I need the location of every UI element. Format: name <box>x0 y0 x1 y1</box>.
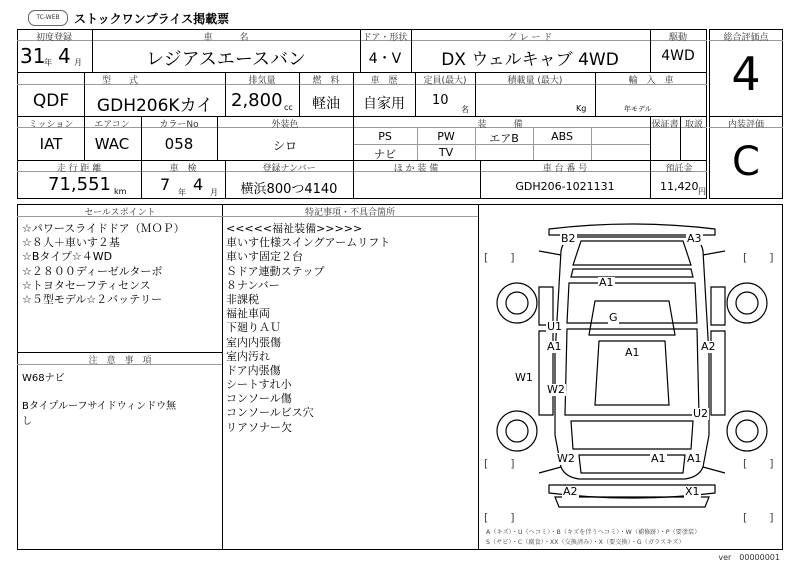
price-value: 11,420 <box>660 180 699 193</box>
plate-label: 登録ナンバー <box>262 164 316 174</box>
sheet-title: ストックワンプライス掲載票 <box>74 12 230 26</box>
special-note: コンソール傷 <box>226 392 292 406</box>
damage-mark: W1 <box>515 371 533 384</box>
damage-mark: A1 <box>599 276 614 289</box>
damage-mark: W2 <box>557 452 575 465</box>
special-notes-list <box>226 222 390 435</box>
bracket-right-legend: [ ] <box>743 511 774 524</box>
special-note: 車いす固定２台 <box>226 250 303 264</box>
special-note: 下廻りＡＵ <box>226 321 281 335</box>
special-note: Ｓドア連動ステップ <box>226 264 325 278</box>
grade-label: グ レ ー ド <box>507 33 553 43</box>
doors-value: 4・V <box>368 51 402 67</box>
inspection-month: 4 <box>193 175 204 194</box>
price-unit: 円 <box>698 187 706 196</box>
sales-points-title: セールスポイント <box>84 208 156 218</box>
special-note: 福祉車両 <box>226 307 270 321</box>
color-no-label: カラーNo <box>159 120 199 130</box>
grade-value: DX ウェルキャブ 4WD <box>441 50 619 70</box>
special-note: コンソールビス穴 <box>226 406 314 420</box>
year-unit: 年 <box>44 58 52 67</box>
damage-mark: A2 <box>563 485 578 498</box>
capacity-unit: 名 <box>461 105 469 114</box>
chassis-value: GDH206-1021131 <box>515 180 615 193</box>
logo: TC-WEB <box>28 10 68 26</box>
inspection-year-unit: 年 <box>178 188 186 197</box>
special-note: 車いす仕様スイングアームリフト <box>226 236 391 250</box>
capacity-label: 定員(最大) <box>423 76 467 86</box>
notes-list <box>22 372 176 429</box>
bracket-left-legend: [ ] <box>484 511 515 524</box>
model-label: 型 式 <box>101 76 139 86</box>
special-note: ドア内張傷 <box>226 363 281 377</box>
equipment-pw: PW <box>437 130 455 143</box>
interior-grade-value: C <box>732 139 760 185</box>
fuel-value: 軽油 <box>312 96 340 112</box>
note-line: し <box>22 415 32 427</box>
sales-point: ☆トヨタセーフティセンス <box>22 278 151 292</box>
first-reg-month: 4 <box>58 44 71 68</box>
damage-mark: A1 <box>625 346 640 359</box>
displacement-label: 排気量 <box>248 76 276 86</box>
sales-point: ☆８人＋車いす２基 <box>22 236 120 250</box>
equipment-navi: ナビ <box>374 148 396 161</box>
mileage-label: 走 行 距 離 <box>56 164 102 174</box>
usage-label: 車 歴 <box>370 76 398 86</box>
damage-legend-line-1: A（キズ）・U（ヘコミ）・B（キズを伴うヘコミ）・W（補修跡）・P（要塗装） <box>486 529 701 536</box>
special-note: <<<<<福祉装備>>>>> <box>226 222 363 235</box>
manual-label: 取説 <box>684 120 704 130</box>
version-label: ver 00000001 <box>718 553 780 562</box>
bracket-left-bottom: [ ] <box>484 457 515 470</box>
special-note: リアソナー欠 <box>226 420 292 434</box>
drive-label: 駆動 <box>668 33 688 43</box>
note-line: Bタイプルーフサイドウィンドウ無 <box>22 401 177 413</box>
sales-point: ☆Bタイプ☆４WD <box>22 250 113 264</box>
month-unit: 月 <box>74 58 82 67</box>
sales-point: ☆５型モデル☆２バッテリー <box>22 292 163 306</box>
note-line <box>22 386 176 400</box>
warranty-label: 保証書 <box>651 120 679 130</box>
damage-mark: A1 <box>547 340 562 353</box>
note-line: W68ナビ <box>22 373 65 384</box>
damage-legend-line-2: S（サビ）・C（腐食）・XX（交換済み）・X（要交換）・G（ガラスキズ） <box>486 539 685 546</box>
drive-value: 4WD <box>661 48 695 64</box>
usage-value: 自家用 <box>363 96 405 112</box>
equipment-ps: PS <box>378 130 392 143</box>
special-note: シートすれ小 <box>226 378 292 392</box>
damage-mark: W2 <box>547 383 565 396</box>
damage-mark: A3 <box>687 232 702 245</box>
notes-title: 注 意 事 項 <box>88 356 152 366</box>
special-note: 室内汚れ <box>226 349 270 363</box>
sales-point: ☆パワースライドドア（ＭＯＰ） <box>22 222 185 235</box>
first-reg-year: 31 <box>20 44 46 68</box>
model-value: GDH206Kカイ <box>96 96 214 116</box>
color-no-value: 058 <box>164 135 194 153</box>
damage-mark: G <box>609 311 618 324</box>
equipment-abs: ABS <box>551 130 573 143</box>
damage-mark: A2 <box>701 340 716 353</box>
load-label: 積載量 (最大) <box>507 76 563 86</box>
mileage-value: 71,551 <box>48 174 111 195</box>
sales-points-list <box>22 222 185 307</box>
mileage-unit: km <box>114 187 127 196</box>
inspection-year: 7 <box>160 175 171 194</box>
car-name: レジアスエースバン <box>146 49 306 70</box>
overall-grade-label: 総合評価点 <box>723 33 769 43</box>
bracket-right-bottom: [ ] <box>743 457 774 470</box>
doors-label: ドア・形状 <box>362 33 408 43</box>
damage-mark: A1 <box>651 452 666 465</box>
interior-grade-label: 内装評価 <box>727 120 765 130</box>
import-label: 輸 入 車 <box>628 76 674 86</box>
special-notes-title: 特記事項・不具合箇所 <box>304 208 396 218</box>
special-note: 室内内張傷 <box>226 335 281 349</box>
overall-grade-value: 4 <box>731 47 761 101</box>
equipment-airbag: エアB <box>489 132 519 145</box>
aircon-label: エアコン <box>94 120 130 130</box>
damage-mark: A1 <box>687 452 702 465</box>
chassis-label: 車 台 番 号 <box>542 164 588 174</box>
mission-value: IAT <box>39 135 63 153</box>
inspection-month-unit: 月 <box>210 188 218 197</box>
aircon-value: WAC <box>94 135 130 153</box>
damage-mark: U1 <box>547 320 563 333</box>
other-eq-label: ほ か 装 備 <box>393 164 439 174</box>
special-note: 非課税 <box>226 292 259 306</box>
price-label: 預託金 <box>665 164 693 174</box>
car-name-label: 車 名 <box>203 33 249 43</box>
color-value: シロ <box>272 139 298 153</box>
capacity-value: 10 <box>432 93 449 108</box>
load-unit: Kg <box>576 104 587 113</box>
color-label: 外装色 <box>271 120 299 130</box>
fuel-label: 燃 料 <box>312 76 340 86</box>
displacement-value: 2,800 <box>231 90 283 111</box>
bracket-left-top: [ ] <box>484 251 515 264</box>
first-reg-label: 初度登録 <box>35 33 73 43</box>
special-note: ８ナンバー <box>226 278 280 292</box>
bracket-right-top: [ ] <box>743 251 774 264</box>
inspection-label: 車 検 <box>169 164 197 174</box>
displacement-unit: cc <box>284 103 293 112</box>
damage-mark: B2 <box>561 232 576 245</box>
sales-point: ☆２８００ディーゼルターボ <box>22 264 163 278</box>
damage-mark: U2 <box>693 407 709 420</box>
equipment-label: 装 備 <box>477 120 523 130</box>
mission-label: ミッション <box>28 120 74 130</box>
import-year-unit: 年モデル <box>624 105 652 113</box>
equipment-tv: TV <box>438 146 454 159</box>
plate-value: 横浜800つ4140 <box>240 182 338 197</box>
damage-mark: X1 <box>685 485 700 498</box>
model-prefix: QDF <box>32 91 70 111</box>
